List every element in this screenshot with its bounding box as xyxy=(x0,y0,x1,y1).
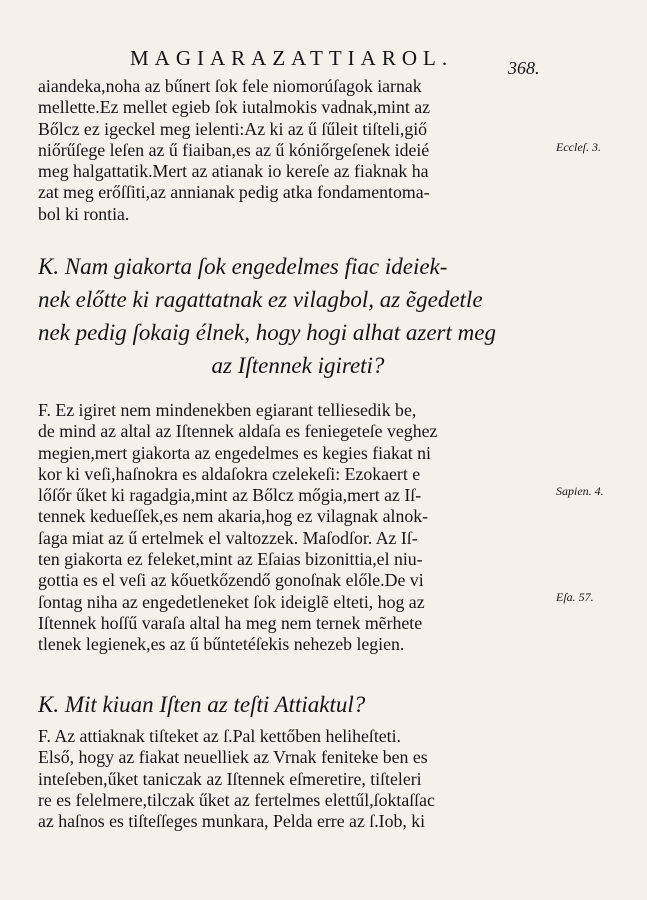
text-line: Bőlcz ez igeckel meg ielenti:Az ki az ű ſűleit tiſteli,giő xyxy=(38,118,428,139)
text-line: Iſtennek hoſſű varaſa altal ha meg nem ternek mẽrhete xyxy=(38,612,423,633)
text-line: kor ki veſi,haſnokra es aldaſokra czelekeſi: Ezokaert e xyxy=(38,463,421,484)
text-line: bol ki rontia. xyxy=(38,203,130,224)
question-line: K. Mit kiuan Iſten az teſti Attiaktul? xyxy=(38,692,366,717)
text-line: gottia es el veſi az kőuetkőzendő gonoſnak előle.De vi xyxy=(38,570,424,591)
text-line: F. Az attiaknak tiſteket az ſ.Pal kettőben heliheſteti. xyxy=(38,726,401,746)
text-line: mellette.Ez mellet egieb ſok iutalmokis vadnak,mint az xyxy=(38,97,431,118)
margin-note: Eſa. 57. xyxy=(556,590,594,604)
text-line: meg halgattatik.Mert az atianak io kereſe az fiaknak ha xyxy=(38,161,429,182)
answer-two xyxy=(38,726,550,832)
margin-note: Eccleſ. 3. xyxy=(556,140,601,154)
text-line: tlenek legienek,es az ű bűntetéſekis nehezeb legien. xyxy=(38,634,405,655)
text-line: inteſeben,űket taniczak az Iſtennek eſmeretire, tiſteleri xyxy=(38,768,422,789)
text-line: tennek kedueſſek,es nem akaria,hog ez vilagnak alnok- xyxy=(38,506,429,527)
running-title: MAGIARAZATTIAROL. xyxy=(130,46,454,70)
text-line: az haſnos es tiſteſſeges munkara, Pelda erre az ſ.Iob, ki xyxy=(38,811,426,832)
text-line: de mind az altal az Iſtennek aldaſa es feniegeteſe veghez xyxy=(38,421,438,442)
text-line: aiandeka,noha az bűnert ſok fele niomorúſagok iarnak xyxy=(38,76,422,96)
text-line: ſaga miat az ű ertelmek el valtozzek. Maſodſor. Az Iſ- xyxy=(38,527,418,548)
question-two xyxy=(38,688,558,721)
text-line: ſontag niha az engedetleneket ſok ideiglẽ elteti, hog az xyxy=(38,591,425,612)
text-line: zat meg erőſſiti,az annianak pedig atka fondamentoma- xyxy=(38,182,430,203)
question-line: K. Nam giakorta ſok engedelmes fiac ideiek- xyxy=(38,254,448,279)
page-number: 368. xyxy=(508,58,540,78)
question-line: nek előtte ki ragattatnak ez vilagbol, az ẽgedetle xyxy=(38,287,483,312)
text-line: re es felelmere,tilczak űket az fertelmes elettűl,ſoktaſſac xyxy=(38,789,435,810)
text-line: niőrűſege leſen az ű fiaiban,es az ű kóniőrgeſenek ideié xyxy=(38,139,430,160)
answer-one xyxy=(38,400,550,656)
text-line: lőſőr űket ki ragadgia,mint az Bőlcz mőgia,mert az Iſ- xyxy=(38,485,422,506)
paragraph-continuation xyxy=(38,76,550,225)
margin-note: Sapien. 4. xyxy=(556,484,604,498)
question-line: nek pedig ſokaig élnek, hogy hogi alhat azert meg xyxy=(38,320,496,345)
question-one xyxy=(38,250,558,382)
text-line: F. Ez igiret nem mindenekben egiarant telliesedik be, xyxy=(38,400,417,420)
text-line: Első, hogy az fiakat neuelliek az Vrnak feniteke ben es xyxy=(38,747,428,768)
text-line: megien,mert giakorta az engedelmes es kegies fiakat ni xyxy=(38,442,432,463)
text-line: ten giakorta ez feleket,mint az Eſaias bizonittia,el niu- xyxy=(38,549,423,570)
question-line: az Iſtennek igireti? xyxy=(211,353,385,378)
